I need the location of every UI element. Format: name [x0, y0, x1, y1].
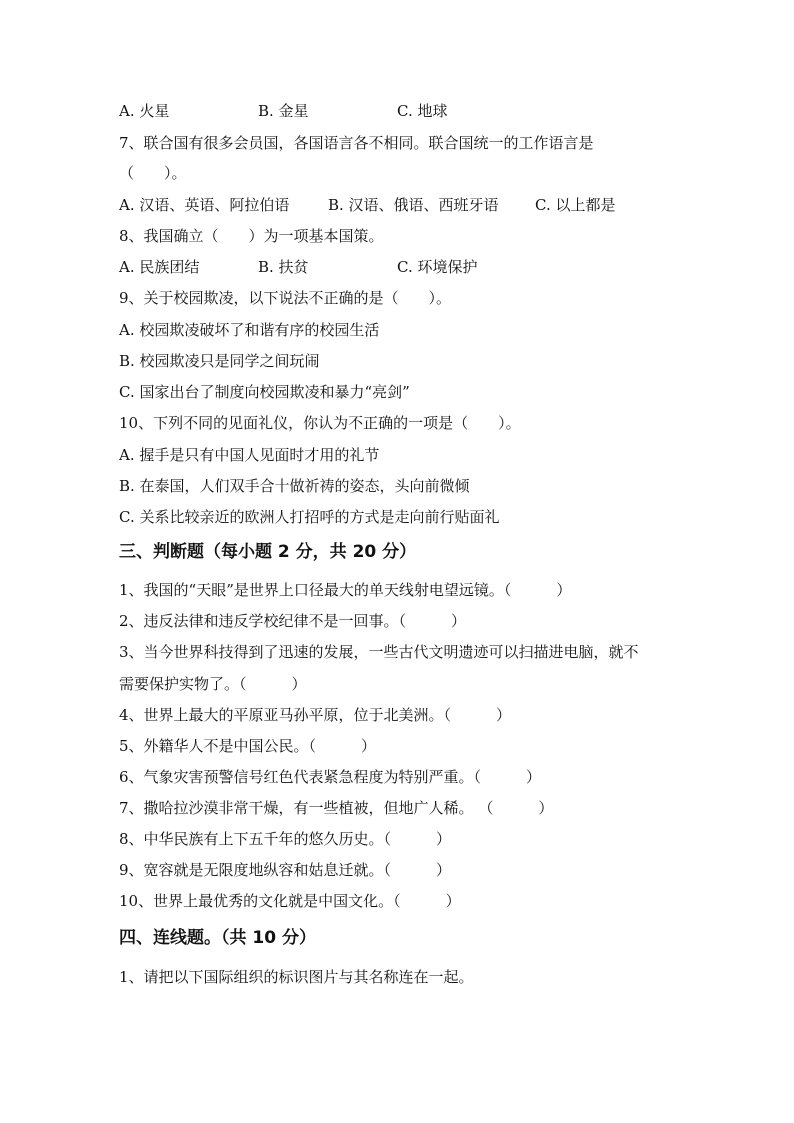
q10-option-b: B. 在泰国，人们双手合十做祈祷的姿态，头向前微倾 [119, 477, 470, 495]
judge-item-3-line1: 3、当今世界科技得到了迅速的发展，一些古代文明遗迹可以扫描进电脑，就不 [119, 643, 639, 661]
q8-stem: 8、我国确立（ ）为一项基本国策。 [119, 227, 384, 245]
q6-option-c: C. 地球 [397, 102, 448, 120]
judge-item-4: 4、世界上最大的平原亚马孙平原，位于北美洲。（ ） [119, 706, 512, 724]
q9-option-b: B. 校园欺凌只是同学之间玩闹 [119, 352, 320, 370]
judge-item-3-line2: 需要保护实物了。（ ） [119, 675, 307, 693]
q9-option-a: A. 校园欺凌破坏了和谐有序的校园生活 [119, 321, 380, 339]
q7-option-b: B. 汉语、俄语、西班牙语 [328, 196, 499, 214]
judge-item-1: 1、我国的“天眼”是世界上口径最大的单天线射电望远镜。（ ） [119, 581, 572, 599]
q10-option-c: C. 关系比较亲近的欧洲人打招呼的方式是走向前行贴面礼 [119, 508, 500, 526]
q8-option-b: B. 扶贫 [258, 258, 309, 276]
judge-item-10: 10、世界上最优秀的文化就是中国文化。（ ） [119, 892, 461, 910]
q7-stem-line1: 7、联合国有很多会员国，各国语言各不相同。联合国统一的工作语言是 [119, 134, 594, 152]
q9-stem: 9、关于校园欺凌，以下说法不正确的是（ ）。 [119, 289, 452, 307]
q6-option-a: A. 火星 [119, 102, 170, 120]
matching-item-1: 1、请把以下国际组织的标识图片与其名称连在一起。 [119, 968, 474, 986]
q6-option-b: B. 金星 [258, 102, 309, 120]
judge-item-7: 7、撒哈拉沙漠非常干燥，有一些植被，但地广人稀。 （ ） [119, 799, 554, 817]
q10-option-a: A. 握手是只有中国人见面时才用的礼节 [119, 446, 380, 464]
judge-item-9: 9、宽容就是无限度地纵容和姑息迁就。（ ） [119, 861, 452, 879]
judge-item-8: 8、中华民族有上下五千年的悠久历史。（ ） [119, 830, 452, 848]
q9-option-c: C. 国家出台了制度向校园欺凌和暴力“亮剑” [119, 383, 410, 401]
q8-option-a: A. 民族团结 [119, 258, 200, 276]
section4-heading: 四、连线题。（共 10 分） [119, 928, 316, 948]
section3-heading: 三、判断题（每小题 2 分，共 20 分） [119, 542, 417, 562]
q7-option-a: A. 汉语、英语、阿拉伯语 [119, 196, 290, 214]
judge-item-5: 5、外籍华人不是中国公民。（ ） [119, 737, 377, 755]
q10-stem: 10、下列不同的见面礼仪，你认为不正确的一项是（ ）。 [119, 414, 521, 432]
q8-option-c: C. 环境保护 [397, 258, 478, 276]
q7-stem-line2: （ ）。 [119, 164, 187, 182]
judge-item-6: 6、气象灾害预警信号红色代表紧急程度为特别严重。（ ） [119, 768, 542, 786]
q7-option-c: C. 以上都是 [535, 196, 616, 214]
judge-item-2: 2、违反法律和违反学校纪律不是一回事。（ ） [119, 612, 467, 630]
